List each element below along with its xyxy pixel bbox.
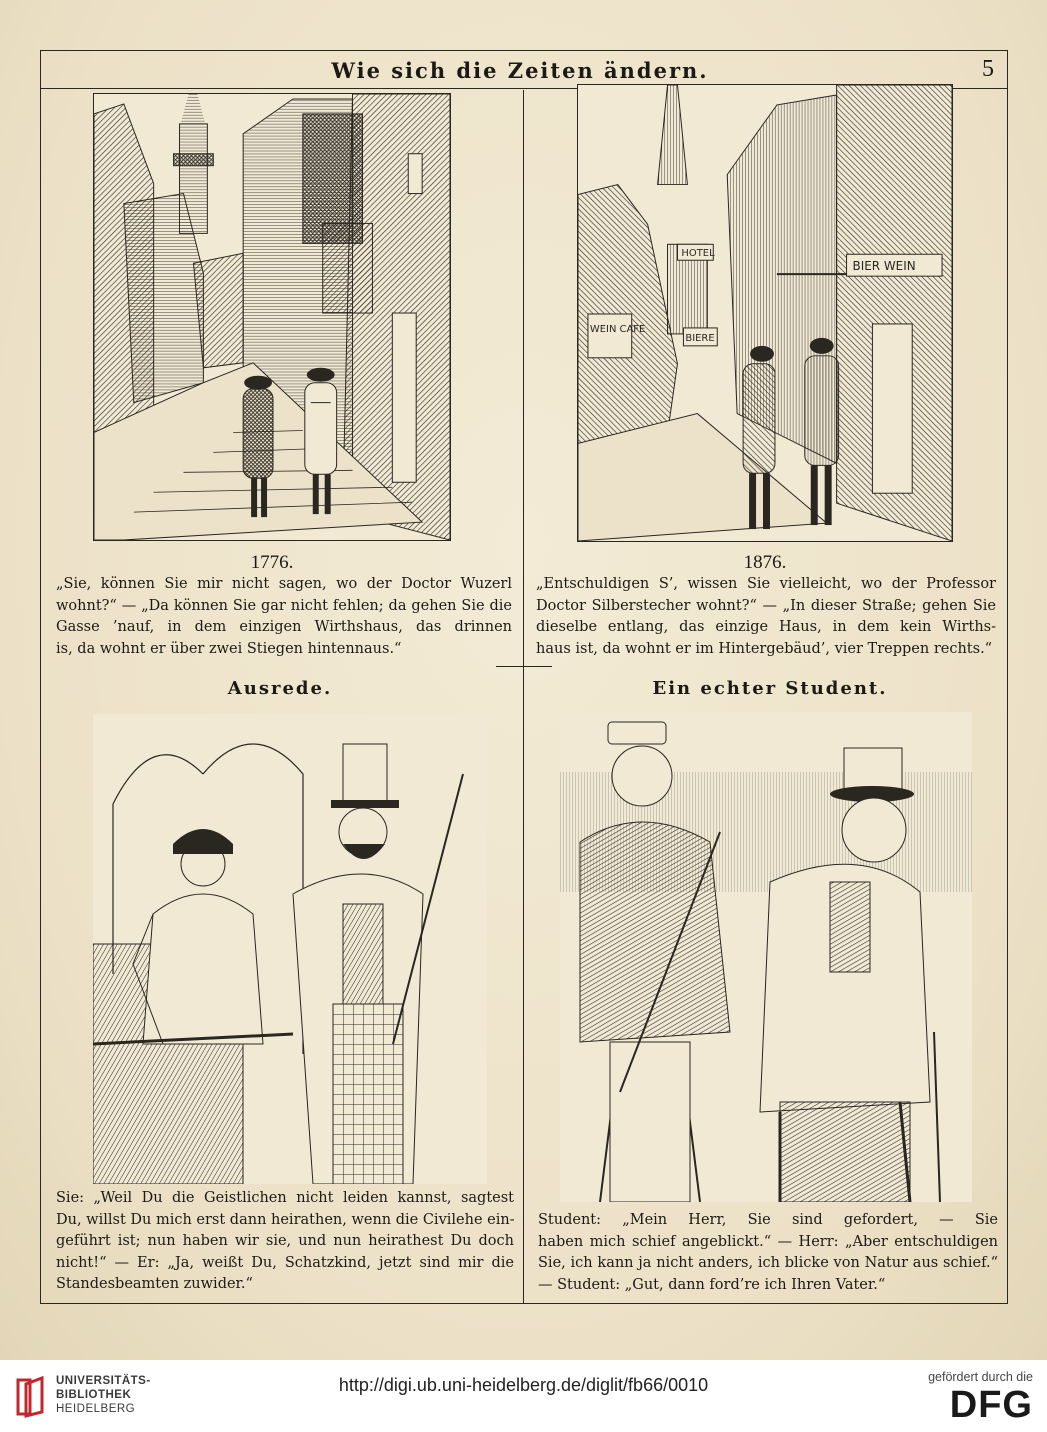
caption-line: Sie: „Weil Du die Geistlichen nicht leiden kannst, sagtest <box>56 1190 514 1206</box>
caption-line: Du, willst Du mich erst dann heirathen, wenn die Civilehe ein- <box>56 1211 515 1228</box>
ausrede-title: Ausrede. <box>227 678 333 699</box>
caption-line: „Sie, können Sie mir nicht sagen, wo der Doctor Wuzerl <box>56 576 512 592</box>
panel-1776-year: 1776. <box>250 552 294 573</box>
library-name-line: HEIDELBERG <box>56 1403 136 1415</box>
caption-line: haus ist, da wohnt er im Hintergebäud’, vier Treppen rechts.“ <box>536 640 993 657</box>
source-url-link[interactable]: http://digi.ub.uni-heidelberg.de/diglit/fb66/0010 <box>338 1375 709 1395</box>
panel-1776-caption <box>56 574 512 660</box>
couple-drawing <box>93 714 487 1184</box>
section-divider <box>496 666 552 667</box>
student-title: Ein echter Student. <box>652 678 888 699</box>
caption-line: is, da wohnt er über zwei Stiegen hintennaus.“ <box>56 640 402 657</box>
caption-line: Doctor Silberstecher wohnt?“ — „In dieser Straße; gehen Sie <box>536 597 996 614</box>
caption-line: Sie, ich kann ja nicht anders, ich blicke von Natur aus schief.“ <box>538 1255 998 1271</box>
caption-line: „Entschuldigen S’, wissen Sie vielleicht, wo der Professor <box>536 576 996 592</box>
biere-sign-text: BIERE <box>685 332 715 344</box>
library-name-line: UNIVERSITÄTS- <box>56 1375 151 1387</box>
caption-line: geführt ist; nun haben wir sie, und nun heirathest Du doch <box>56 1233 514 1249</box>
illustration-student <box>560 712 972 1202</box>
column-divider <box>523 90 524 1304</box>
panel-1876-caption <box>536 574 996 660</box>
street-1876-drawing <box>578 85 952 541</box>
caption-line: Student: „Mein Herr, Sie sind gefordert, — Sie <box>538 1212 998 1228</box>
footer-bar <box>0 1360 1047 1432</box>
ausrede-caption <box>56 1188 514 1296</box>
caption-line: dieselbe entlang, das einzige Haus, in dem kein Wirths- <box>536 619 996 635</box>
illustration-ausrede <box>93 714 487 1184</box>
student-drawing <box>560 712 972 1202</box>
illustration-street-1876 <box>577 84 953 542</box>
dfg-logo: DFG <box>949 1384 1033 1426</box>
caption-line: nicht!“ — Er: „Ja, weißt Du, Schatzkind, jetzt sind mir die <box>56 1254 514 1271</box>
caption-line: — Student: „Gut, dann ford’re ich Ihren Vater.“ <box>538 1276 886 1293</box>
street-1776-drawing <box>94 94 450 540</box>
funding-label: gefördert durch die <box>928 1370 1033 1384</box>
wein-cafe-sign-text: WEIN CAFE <box>589 323 646 335</box>
bier-wein-sign-text: BIER WEIN <box>852 259 916 274</box>
panel-1876-year: 1876. <box>743 552 787 573</box>
caption-line: wohnt?“ — „Da können Sie gar nicht fehlen; da gehen Sie die <box>56 597 512 614</box>
page-number: 5 <box>982 56 994 82</box>
illustration-street-1776 <box>93 93 451 541</box>
caption-line: haben mich schief angeblickt.“ — Herr: „Aber entschuldigen <box>538 1233 998 1250</box>
student-caption <box>538 1210 998 1296</box>
caption-line: Standesbeamten zuwider.“ <box>56 1276 253 1292</box>
library-name-line: BIBLIOTHEK <box>56 1389 132 1401</box>
hotel-sign-text: HOTEL <box>681 248 715 260</box>
caption-line: Gasse ’nauf, in dem einzigen Wirthshaus, das drinnen <box>56 619 512 635</box>
page-title: Wie sich die Zeiten ändern. <box>331 58 709 83</box>
